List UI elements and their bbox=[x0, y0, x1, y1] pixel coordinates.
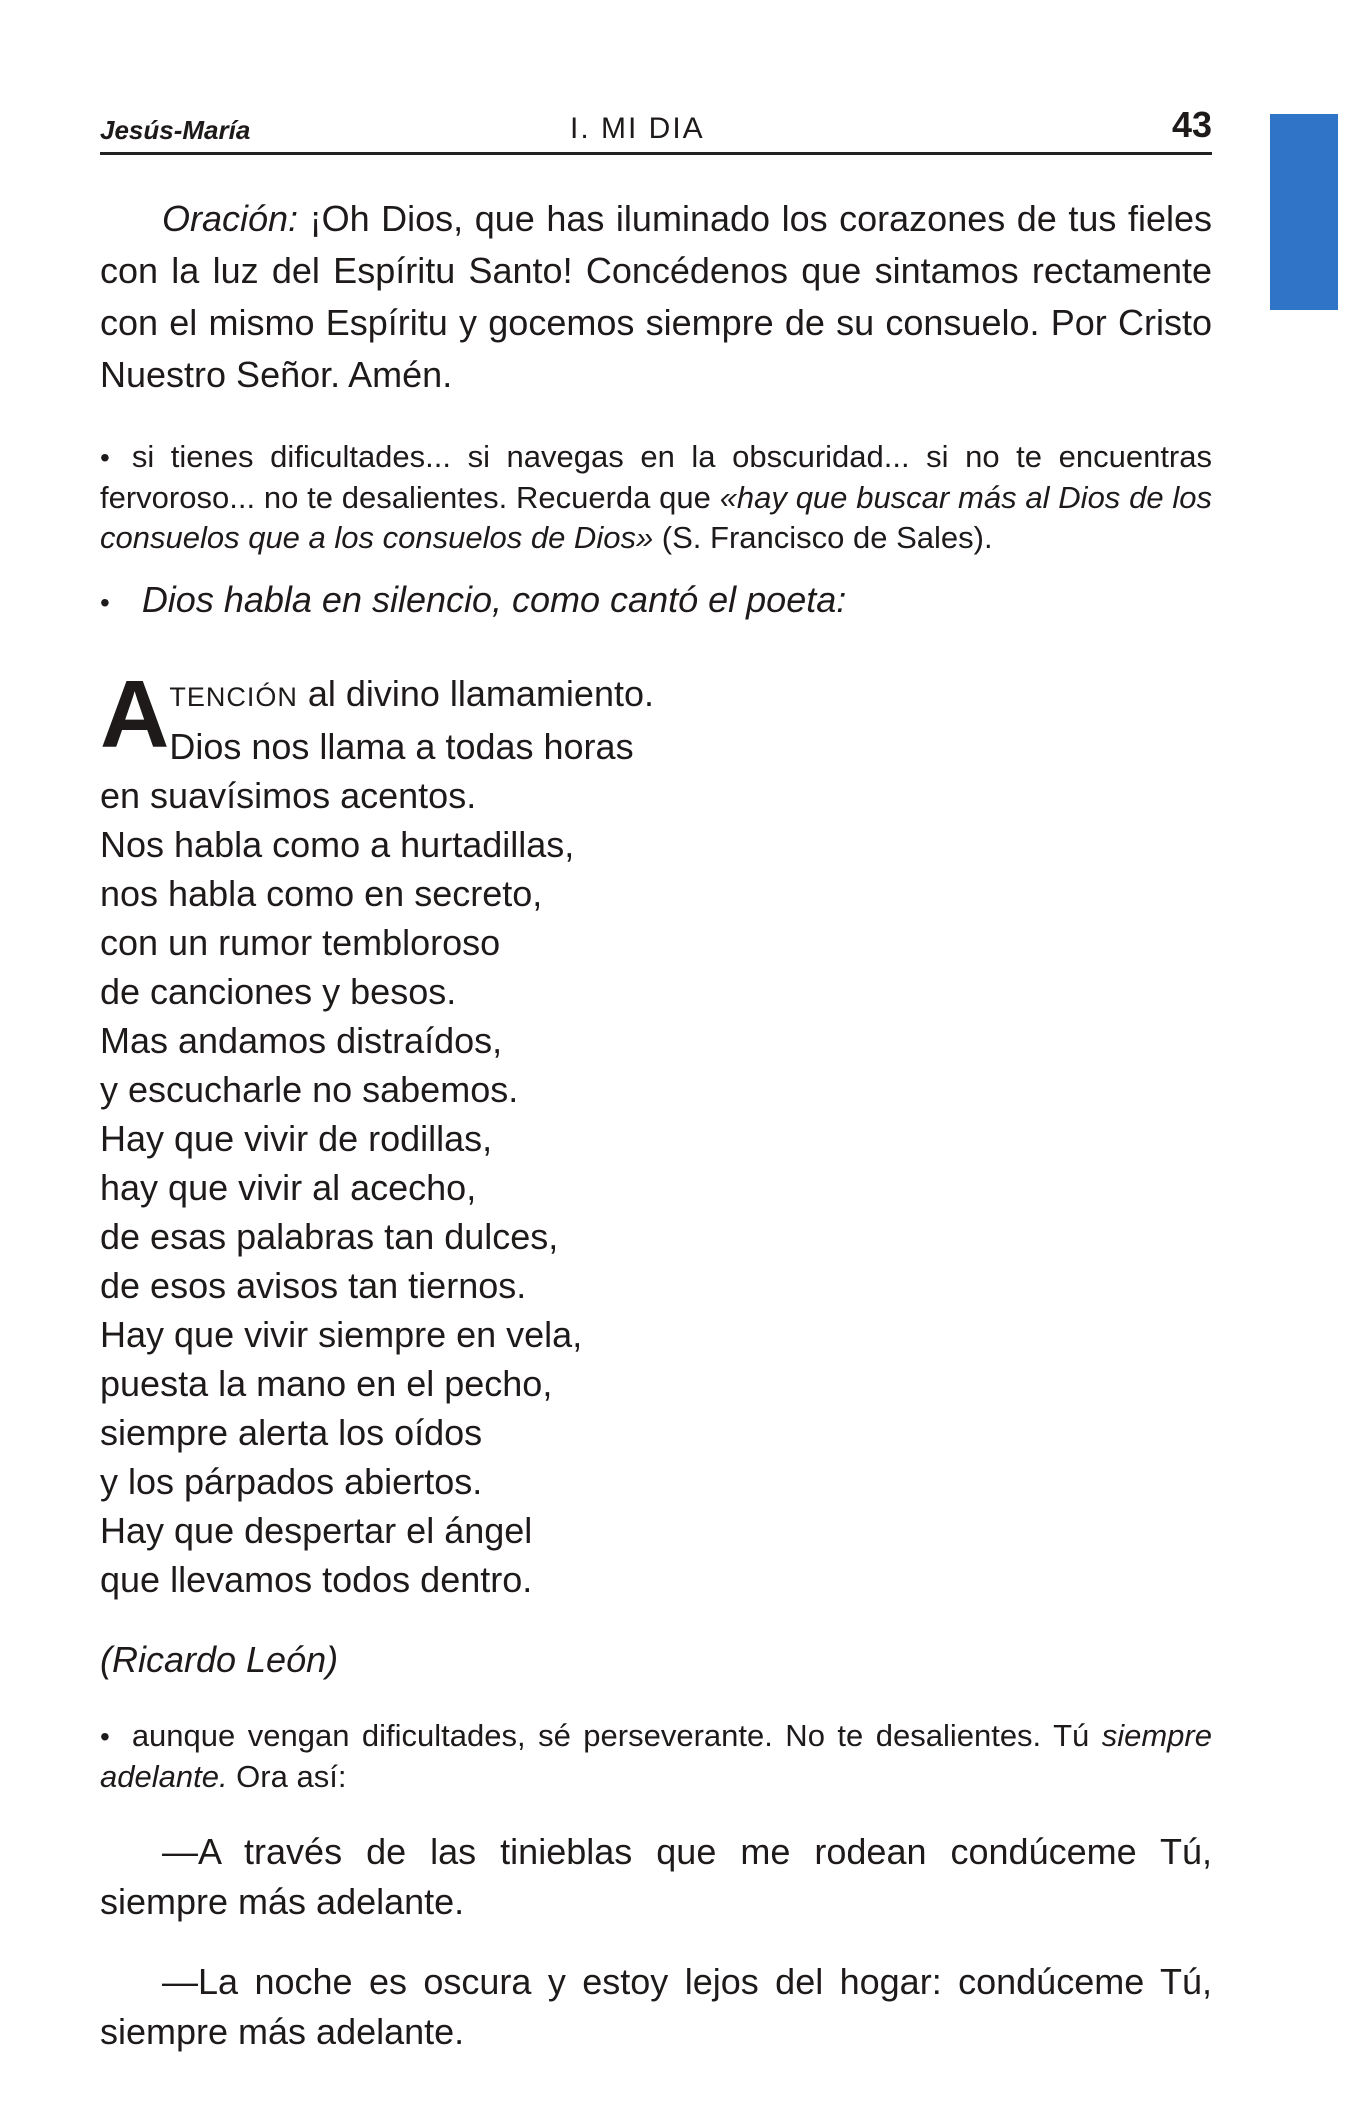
bullet-marker: • bbox=[100, 587, 110, 618]
bullet-three-text-b: Ora así: bbox=[227, 1759, 347, 1794]
poem-line: siempre alerta los oídos bbox=[100, 1412, 483, 1453]
running-head bbox=[100, 100, 1212, 155]
poem-line: Nos habla como a hurtadillas, bbox=[100, 824, 575, 865]
book-page bbox=[100, 100, 1212, 2057]
bullet-three-text-a: aunque vengan dificultades, sé perseverante. No te desalientes. Tú bbox=[131, 1718, 1102, 1753]
poem-line: Mas andamos distraídos, bbox=[100, 1020, 503, 1061]
running-head-author: Jesús-María bbox=[100, 115, 251, 145]
prayer-paragraph bbox=[100, 193, 1212, 401]
poem-line: de esos avisos tan tiernos. bbox=[100, 1265, 527, 1306]
bullet-three-emphasis: siempre adelante. bbox=[100, 1718, 1212, 1794]
poem-author: (Ricardo León) bbox=[100, 1639, 339, 1680]
dialogue-line: —La noche es oscura y estoy lejos del hogar: condúceme Tú, siempre más adelante. bbox=[100, 1961, 1212, 2052]
bullet-two-text: Dios habla en silencio, como cantó el poeta: bbox=[141, 579, 847, 620]
prayer-lead: Oración: bbox=[162, 198, 299, 239]
poem bbox=[100, 661, 1212, 1604]
poem-line: en suavísimos acentos. bbox=[100, 775, 477, 816]
poem-line: Hay que despertar el ángel bbox=[100, 1510, 533, 1551]
poem-line: Hay que vivir siempre en vela, bbox=[100, 1314, 583, 1355]
poem-line: nos habla como en secreto, bbox=[100, 873, 543, 914]
poem-line: de esas palabras tan dulces, bbox=[100, 1216, 559, 1257]
bullet-one-text-a: si tienes dificultades... si navegas en la obscuridad... si no te encuentras fervoroso... no te desalientes. Recuerda que bbox=[100, 439, 1212, 515]
poem-line: que llevamos todos dentro. bbox=[100, 1559, 533, 1600]
poem-line: Dios nos llama a todas horas bbox=[169, 726, 634, 767]
poem-line: y escucharle no sabemos. bbox=[100, 1069, 519, 1110]
bullet-marker: • bbox=[100, 1721, 110, 1752]
bullet-one-text-b: (S. Francisco de Sales). bbox=[653, 520, 993, 555]
bullet-marker: • bbox=[100, 442, 110, 473]
poem-first-tail: al divino llamamiento. bbox=[297, 673, 654, 714]
poem-line: hay que vivir al acecho, bbox=[100, 1167, 477, 1208]
advice-bullet-three bbox=[100, 1716, 1212, 1797]
poem-dropcap: A bbox=[100, 661, 170, 768]
dialogue-line: —A través de las tinieblas que me rodean condúceme Tú, siempre más adelante. bbox=[100, 1831, 1212, 1922]
page-number: 43 bbox=[1171, 104, 1212, 145]
poem-line: con un rumor tembloroso bbox=[100, 922, 501, 963]
poem-line: puesta la mano en el pecho, bbox=[100, 1363, 553, 1404]
poem-line: y los párpados abiertos. bbox=[100, 1461, 483, 1502]
running-head-chapter: I. MI DIA bbox=[570, 112, 705, 145]
advice-bullet-one bbox=[100, 437, 1212, 558]
poem-first-word: TENCIÓN bbox=[169, 682, 298, 712]
bullet-one-quote: «hay que buscar más al Dios de los consuelos que a los consuelos de Dios» bbox=[100, 480, 1212, 555]
chapter-tab-marker bbox=[1270, 114, 1338, 310]
poem-line: de canciones y besos. bbox=[100, 971, 457, 1012]
poem-line: Hay que vivir de rodillas, bbox=[100, 1118, 493, 1159]
prayer-text: ¡Oh Dios, que has iluminado los corazones de tus fieles con la luz del Espíritu Santo! Concédenos que sintamos rectamente con el mismo Espíritu y gocemos siempre de su consuelo. Por Cristo Nuestro Señor. Amén. bbox=[100, 198, 1212, 395]
advice-bullet-two bbox=[100, 574, 1212, 629]
